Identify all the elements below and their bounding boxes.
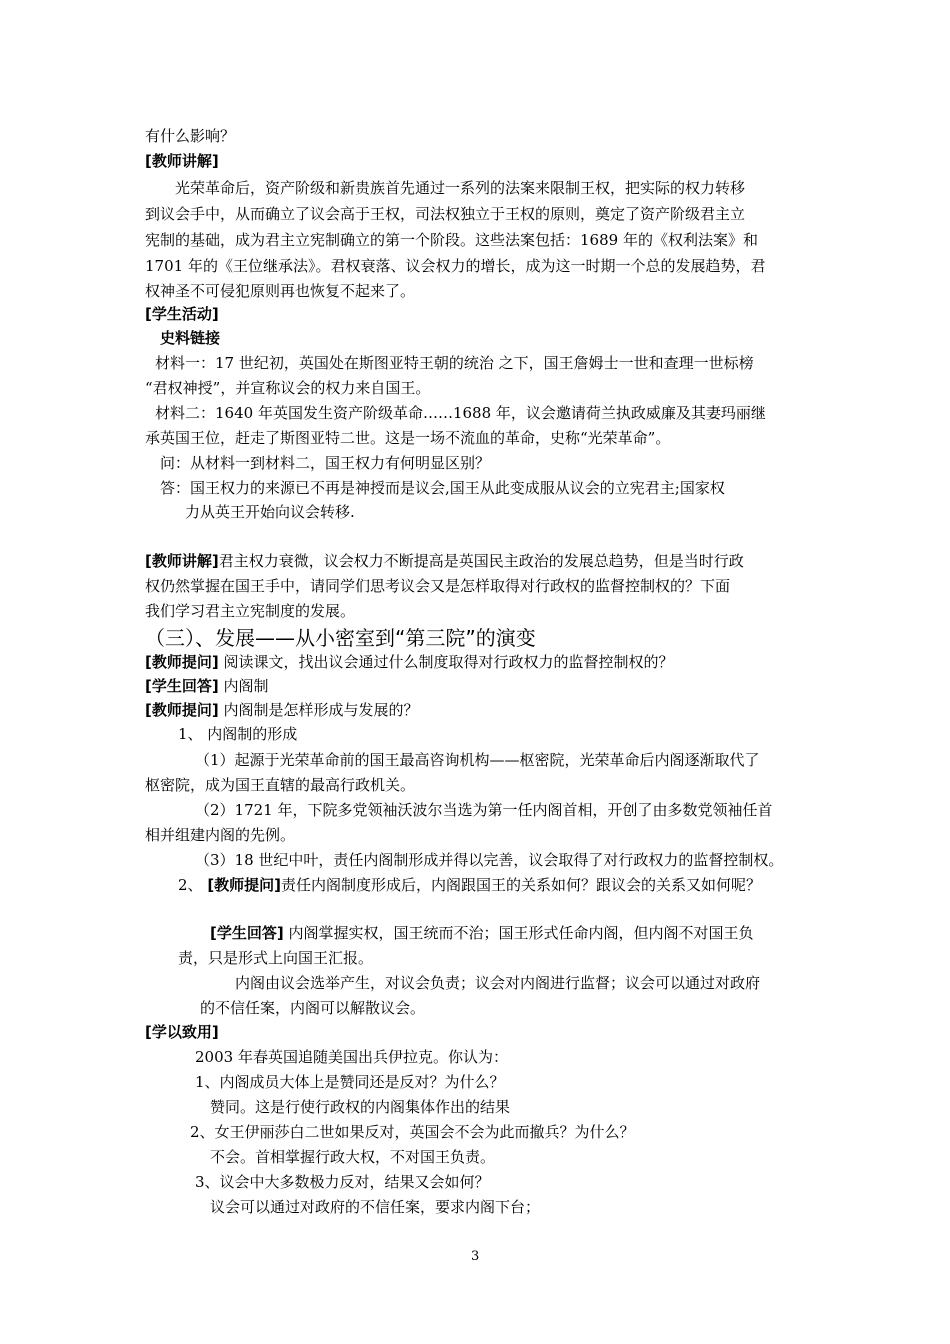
text-line: 1、 内阁制的形成	[178, 725, 298, 743]
section-label: [学生活动]	[145, 305, 219, 323]
text-line	[145, 550, 744, 572]
text-line: 赞同。这是行使行政权的内阁集体作出的结果	[210, 1098, 511, 1116]
text-line: 材料二：1640 年英国发生资产阶级革命……1688 年，议会邀请荷兰执政威廉及其妻玛丽继	[155, 404, 766, 422]
text-line: “君权神授”，并宣称议会的权力来自国王。	[145, 379, 431, 397]
text-line: 宪制的基础，成为君主立宪制确立的第一个阶段。这些法案包括：1689 年的《权利法案》和	[145, 231, 758, 249]
text-line: 内阁由议会选举产生，对议会负责；议会对内阁进行监督；议会可以通过对政府	[235, 974, 761, 992]
text-line: 材料一：17 世纪初，英国处在斯图亚特王朝的统治 之下，国王詹姆士一世和查理一世标榜	[155, 354, 754, 372]
section-label: [学以致用]	[145, 1023, 219, 1041]
text-line: 我们学习君主立宪制度的发展。	[145, 602, 356, 620]
text-line: 力从英王开始向议会转移.	[185, 503, 355, 521]
text-span: 阅读课文，找出议会通过什么制度取得对行政权力的监督控制权的？	[223, 653, 674, 671]
section-label: [教师提问]	[145, 701, 219, 719]
text-span: 君主权力衰微，议会权力不断提高是英国民主政治的发展总趋势，但是当时行政	[218, 552, 744, 570]
text-line: 枢密院，成为国王直辖的最高行政机关。	[145, 776, 416, 794]
text-line: 答：国王权力的来源已不再是神授而是议会,国王从此变成服从议会的立宪君主;国家权	[160, 479, 725, 497]
section-label: [学生回答]	[145, 677, 219, 695]
text-line: 到议会手中，从而确立了议会高于王权，司法权独立于王权的原则，奠定了资产阶级君主立	[145, 205, 746, 223]
text-line	[210, 922, 754, 944]
text-span: 内阁制是怎样形成与发展的？	[223, 701, 419, 719]
text-span: 内阁制	[223, 677, 269, 695]
text-line: （1）起源于光荣革命前的国王最高咨询机构——枢密院，光荣革命后内阁逐渐取代了	[195, 751, 760, 769]
text-line	[145, 699, 419, 721]
text-line	[178, 874, 761, 896]
text-line: 的不信任案，内阁可以解散议会。	[200, 999, 426, 1017]
text-line: 议会可以通过对政府的不信任案，要求内阁下台；	[210, 1198, 541, 1216]
section-heading: （三）、发展——从小密室到“第三院”的演变	[145, 626, 536, 650]
text-span: 责任内阁制度形成后，内阁跟国王的关系如何？跟议会的关系又如何呢？	[281, 876, 762, 894]
text-line	[145, 675, 269, 697]
text-line: 相并组建内阁的先例。	[145, 826, 296, 844]
text-line: 承英国王位，赶走了斯图亚特二世。这是一场不流血的革命，史称“光荣革命”。	[145, 429, 671, 447]
section-label: [教师讲解]	[145, 152, 219, 170]
list-number: 2、	[178, 876, 203, 894]
section-label: [教师提问]	[207, 876, 282, 894]
subheading: 史料链接	[160, 329, 221, 347]
text-line: （2）1721 年，下院多党领袖沃波尔当选为第一任内阁首相，开创了由多数党领袖任首	[195, 801, 773, 819]
text-line: （3）18 世纪中叶，责任内阁制形成并得以完善，议会取得了对行政权力的监督控制权。	[195, 851, 784, 869]
page-number: 3	[471, 1249, 480, 1264]
text-line: 问：从材料一到材料二，国王权力有何明显区别？	[160, 454, 491, 472]
section-label: [教师提问]	[145, 653, 219, 671]
text-line: 有什么影响？	[145, 127, 236, 145]
section-label: [教师讲解]	[145, 552, 219, 570]
text-line: 2003 年春英国追随美国出兵伊拉克。你认为：	[195, 1048, 508, 1066]
text-line: 权仍然掌握在国王手中，请同学们思考议会又是怎样取得对行政权的监督控制权的？下面	[145, 577, 731, 595]
text-line	[145, 651, 674, 673]
text-line: 1701 年的《王位继承法》。君权衰落、议会权力的增长，成为这一时期一个总的发展趋势，君	[145, 257, 766, 275]
text-span: 内阁掌握实权，国王统而不治；国王形式任命内阁，但内阁不对国王负	[288, 924, 754, 942]
text-line: 不会。首相掌握行政大权，不对国王负责。	[210, 1148, 496, 1166]
text-line: 2、女王伊丽莎白二世如果反对，英国会不会为此而撤兵？为什么？	[190, 1123, 635, 1141]
text-line: 光荣革命后，资产阶级和新贵族首先通过一系列的法案来限制王权，把实际的权力转移	[175, 179, 746, 197]
section-label: [学生回答]	[210, 924, 284, 942]
text-line: 责，只是形式上向国王汇报。	[178, 949, 374, 967]
text-line: 1、内阁成员大体上是赞同还是反对？为什么？	[195, 1073, 505, 1091]
text-line: 3、议会中大多数极力反对，结果又会如何？	[195, 1173, 490, 1191]
text-line: 权神圣不可侵犯原则再也恢复不起来了。	[145, 282, 416, 300]
